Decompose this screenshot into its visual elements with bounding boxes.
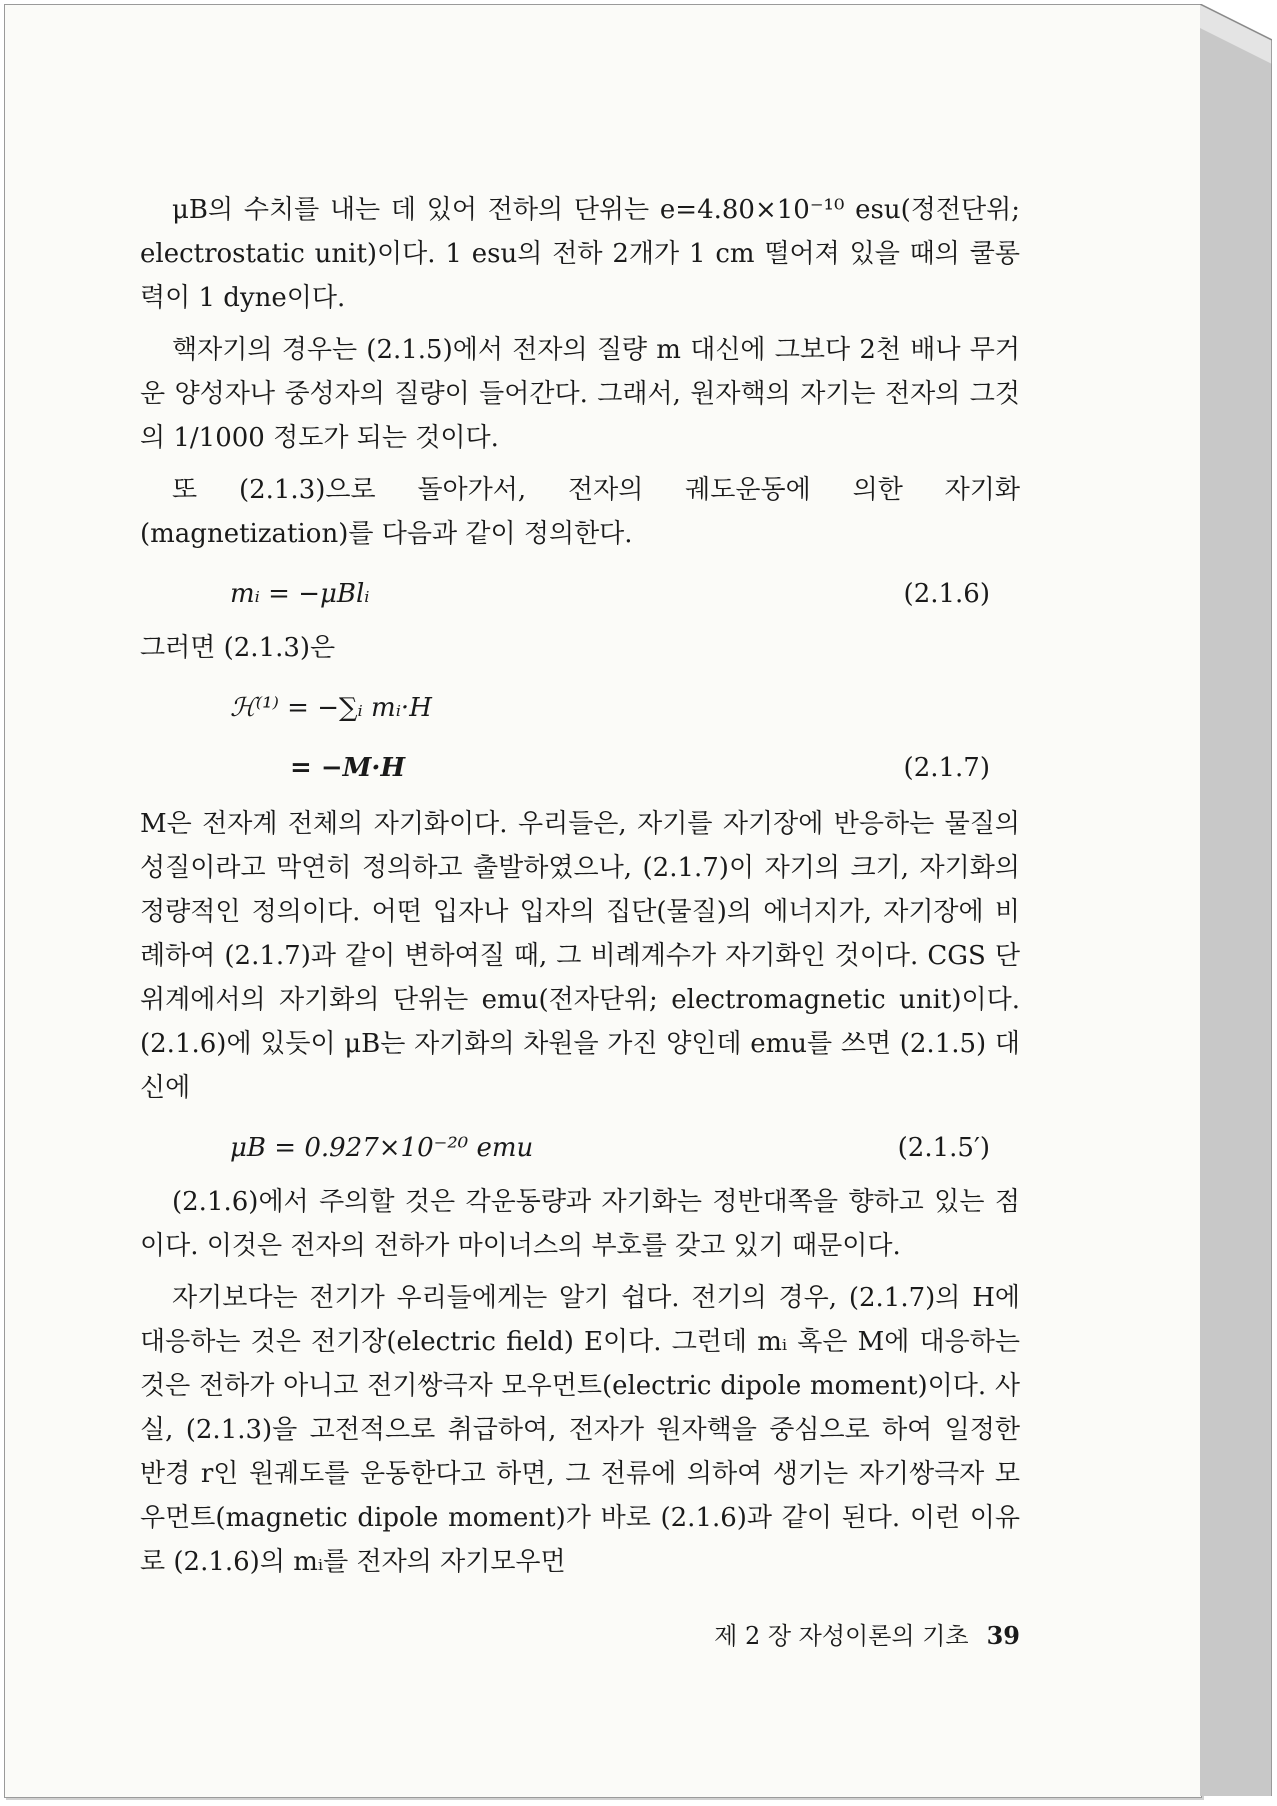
page-edge	[1200, 4, 1272, 1796]
equation-formula: μB = 0.927×10⁻²⁰ emu	[230, 1133, 534, 1163]
equation-2-1-7	[140, 678, 1020, 798]
paragraph: M은 전자계 전체의 자기화이다. 우리들은, 자기를 자기장에 반응하는 물질의 성질이라고 막연히 정의하고 출발하였으나, (2.1.7)이 자기의 크기, 자기화의 정량적인 정의이다. 어떤 입자나 입자의 집단(물질)의 에너지가, 자기장에 비례하여 (2.1.7)과 같이 변하여질 때, 그 비례계수가 자기화인 것이다. CGS 단위계에서의 자기화의 단위는 emu(전자단위; electromagnetic unit)이다. (2.1.6)에 있듯이 μB는 자기화의 차원을 가진 양인데 emu를 쓰면 (2.1.5) 대신에	[140, 809, 1020, 1103]
equation-2-1-5-prime	[140, 1118, 1020, 1176]
paragraph: 자기보다는 전기가 우리들에게는 알기 쉽다. 전기의 경우, (2.1.7)의 H에 대응하는 것은 전기장(electric field) E이다. 그런데 mᵢ 혹은 M에 대응하는 것은 전하가 아니고 전기쌍극자 모우먼트(electric dipole moment)이다. 사실, (2.1.3)을 고전적으로 취급하여, 전자가 원자핵을 중심으로 하여 일정한 반경 r인 원궤도를 운동한다고 하면, 그 전류에 의하여 생기는 자기쌍극자 모우먼트(magnetic dipole moment)가 바로 (2.1.6)과 같이 된다. 이런 이유로 (2.1.6)의 mᵢ를 전자의 자기모우먼	[140, 1283, 1020, 1577]
equation-number: (2.1.5′)	[897, 1133, 990, 1163]
paragraph: (2.1.6)에서 주의할 것은 각운동량과 자기화는 정반대쪽을 향하고 있는 점이다. 이것은 전자의 전하가 마이너스의 부호를 갖고 있기 때문이다.	[140, 1187, 1020, 1261]
equation-2-1-6	[140, 564, 1020, 622]
paragraph: 그러면 (2.1.3)은	[140, 633, 336, 663]
paragraph: 또 (2.1.3)으로 돌아가서, 전자의 궤도운동에 의한 자기화(magnetization)를 다음과 같이 정의한다.	[140, 475, 1020, 549]
equation-number: (2.1.6)	[903, 579, 990, 609]
page-number: 39	[986, 1621, 1020, 1650]
equation-formula-line2: = −M·H	[290, 753, 406, 783]
equation-formula: mᵢ = −μBlᵢ	[230, 579, 370, 609]
equation-number: (2.1.7)	[903, 753, 990, 783]
paragraph: 핵자기의 경우는 (2.1.5)에서 전자의 질량 m 대신에 그보다 2천 배나 무거운 양성자나 중성자의 질량이 들어간다. 그래서, 원자핵의 자기는 전자의 그것의 1/1000 정도가 되는 것이다.	[140, 335, 1020, 453]
page-footer	[680, 1616, 1020, 1651]
paragraph: μB의 수치를 내는 데 있어 전하의 단위는 e=4.80×10⁻¹⁰ esu(정전단위; electrostatic unit)이다. 1 esu의 전하 2개가 1 cm 떨어져 있을 때의 쿨롱력이 1 dyne이다.	[140, 195, 1020, 313]
equation-formula-line1: ℋ⁽¹⁾ = −∑ᵢ mᵢ·H	[230, 693, 432, 723]
page-body	[140, 188, 1020, 1592]
chapter-title: 제 2 장 자성이론의 기초	[714, 1622, 969, 1650]
